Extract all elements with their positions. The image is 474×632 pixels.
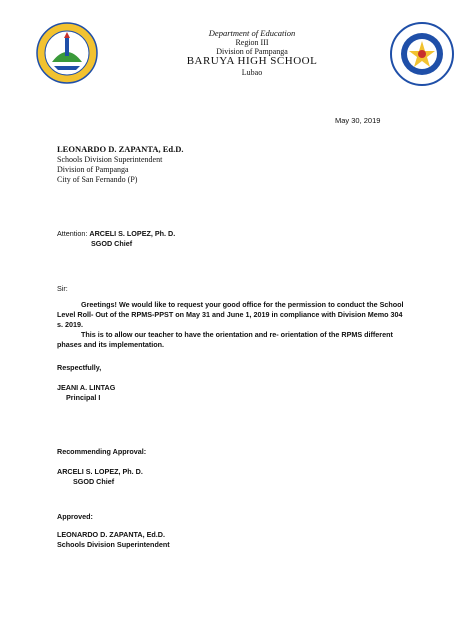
attention-label: Attention: xyxy=(57,229,88,238)
attention-name: ARCELI S. LOPEZ, Ph. D. xyxy=(89,229,176,238)
approved-label: Approved: xyxy=(57,512,93,521)
approved-name: LEONARDO D. ZAPANTA, Ed.D. xyxy=(57,530,165,539)
salutation: Sir: xyxy=(57,284,68,293)
body-p1-line2: Level Roll- Out of the RPMS-PPST on May 31 and June 1, 2019 in compliance with Division Memo 304 xyxy=(57,310,403,319)
attention-position: SGOD Chief xyxy=(91,239,133,248)
division-name: Division of Pampanga xyxy=(216,47,288,56)
school-name: BARUYA HIGH SCHOOL xyxy=(186,55,318,67)
recipient-name: LEONARDO D. ZAPANTA, Ed.D. xyxy=(57,144,184,154)
recommending-name: ARCELI S. LOPEZ, Ph. D. xyxy=(57,467,143,476)
approved-position: Schools Division Superintendent xyxy=(57,540,170,549)
attention-line xyxy=(57,229,175,240)
body-p1-line3: s. 2019. xyxy=(57,320,83,329)
region-name: Region III xyxy=(235,38,269,47)
recipient-office: Division of Pampanga xyxy=(57,165,129,174)
deped-seal-logo xyxy=(390,22,454,86)
sender-name: JEANI A. LINTAG xyxy=(57,383,116,392)
recommending-position: SGOD Chief xyxy=(73,477,115,486)
department-name: Department of Education xyxy=(208,28,296,38)
letter-date: May 30, 2019 xyxy=(335,116,381,125)
body-p2-line2: phases and its implementation. xyxy=(57,340,165,349)
recipient-title: Schools Division Superintendent xyxy=(57,155,163,164)
recommending-label: Recommending Approval: xyxy=(57,447,147,456)
recipient-city: City of San Fernando (P) xyxy=(57,175,138,184)
closing: Respectfully, xyxy=(57,363,102,372)
sender-position: Principal I xyxy=(66,393,101,402)
body-p1-line1: Greetings! We would like to request your good office for the permission to conduct the School xyxy=(81,300,404,309)
town-name: Lubao xyxy=(241,68,263,77)
school-seal-logo xyxy=(36,22,98,84)
body-p2-line1: This is to allow our teacher to have the orientation and re- orientation of the RPMS different xyxy=(81,330,393,339)
